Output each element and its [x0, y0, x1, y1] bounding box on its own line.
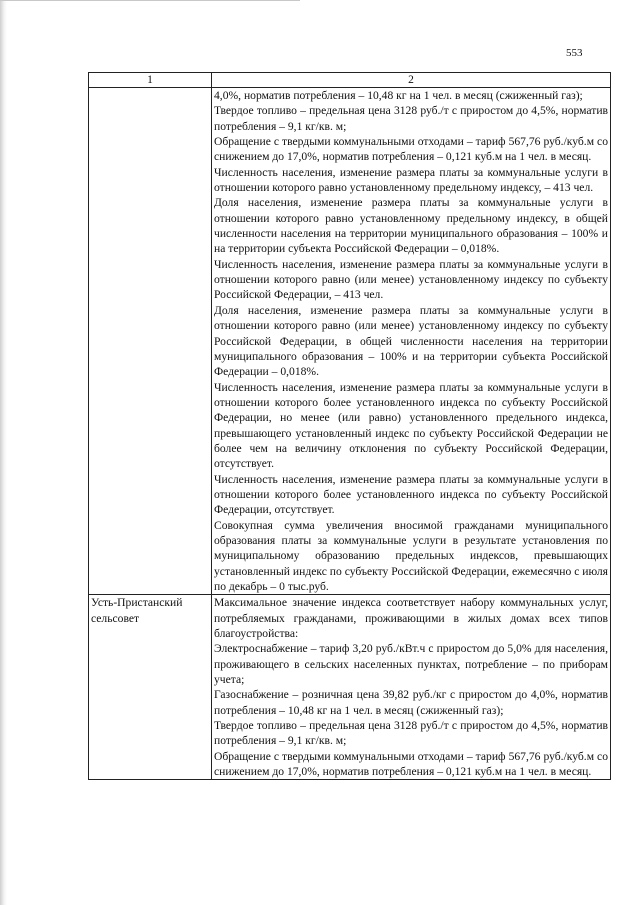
document-table	[88, 72, 611, 780]
column-header-1: 1	[89, 73, 212, 88]
paragraph: Обращение с твердыми коммунальными отходами – тариф 567,76 руб./куб.м со снижением до 17,0%, норматив потребления – 0,121 куб.м на 1 чел. в месяц.	[214, 135, 608, 164]
paragraph: Газоснабжение – розничная цена 39,82 руб./кг с приростом до 4,0%, норматив потребления – 10,48 кг на 1 чел. в месяц (сжиженный газ);	[214, 688, 608, 717]
table-row	[89, 595, 611, 780]
paragraph: Численность населения, изменение размера платы за коммунальные услуги в отношении которого равно (или менее) установленному индексу по субъекту Российской Федерации, – 413 чел.	[214, 257, 608, 302]
paragraph: Численность населения, изменение размера платы за коммунальные услуги в отношении которого более установленного индекса по субъекту Российской Федерации, но менее (или равно) установленного предельного индекса, превышающего установленный индекс по субъекту Российской Федерации не более чем на величину отклонения по субъекту Российской Федерации, отсутствует.	[214, 380, 608, 471]
column-header-2: 2	[212, 73, 611, 88]
paragraph: Доля населения, изменение размера платы за коммунальные услуги в отношении которого равно установленному предельному индексу, в общей численности населения на территории муниципального образования – 100% и на территории субъекта Российской Федерации – 0,018%.	[214, 196, 608, 256]
paragraph: 4,0%, норматив потребления – 10,48 кг на 1 чел. в месяц (сжиженный газ);	[214, 89, 583, 102]
paragraph: Твердое топливо – предельная цена 3128 руб./т с приростом до 4,5%, норматив потребления – 9,1 кг/кв. м;	[214, 104, 608, 133]
table-row	[89, 88, 611, 595]
municipality-name-cell	[89, 88, 212, 595]
paragraph: Доля населения, изменение размера платы за коммунальные услуги в отношении которого равно (или менее) установленному индексу по субъекту Российской Федерации, в общей численности населения на территории муниципального образования – 100% и на территории субъекта Российской Федерации – 0,018%.	[214, 303, 608, 379]
description-cell	[212, 88, 611, 595]
paragraph: Численность населения, изменение размера платы за коммунальные услуги в отношении которого равно установленному предельному индексу, – 413 чел.	[214, 165, 608, 195]
top-rule	[0, 0, 300, 1]
page-number: 553	[566, 47, 583, 59]
description-cell	[212, 595, 611, 780]
paragraph: Электроснабжение – тариф 3,20 руб./кВт.ч с приростом до 5,0% для населения, проживающего в сельских населенных пунктах, потребление – по приборам учета;	[214, 642, 608, 687]
paragraph: Совокупная сумма увеличения вносимой гражданами муниципального образования платы за коммунальные услуги в результате установления по муниципальному образованию предельных индексов, превышающих установленный индекс по субъекту Российской Федерации, ежемесячно с июля по декабрь – 0 тыс.руб.	[214, 518, 608, 593]
paragraph: Численность населения, изменение размера платы за коммунальные услуги в отношении которого более установленного индекса по субъекту Российской Федерации, отсутствует.	[214, 472, 608, 517]
scan-edge-shadow	[0, 0, 7, 905]
paragraph: Твердое топливо – предельная цена 3128 руб./т с приростом до 4,5%, норматив потребления – 9,1 кг/кв. м;	[214, 719, 608, 748]
paragraph: Обращение с твердыми коммунальными отходами – тариф 567,76 руб./куб.м со снижением до 17,0%, норматив потребления – 0,121 куб.м на 1 чел. в месяц.	[214, 749, 608, 779]
paragraph: Максимальное значение индекса соответствует набору коммунальных услуг, потребляемых гражданами, проживающими в жилых домах всех типов благоустройства:	[214, 596, 608, 641]
municipality-name-cell: Усть-Пристанский сельсовет	[89, 595, 212, 780]
table-header-row	[89, 73, 611, 88]
